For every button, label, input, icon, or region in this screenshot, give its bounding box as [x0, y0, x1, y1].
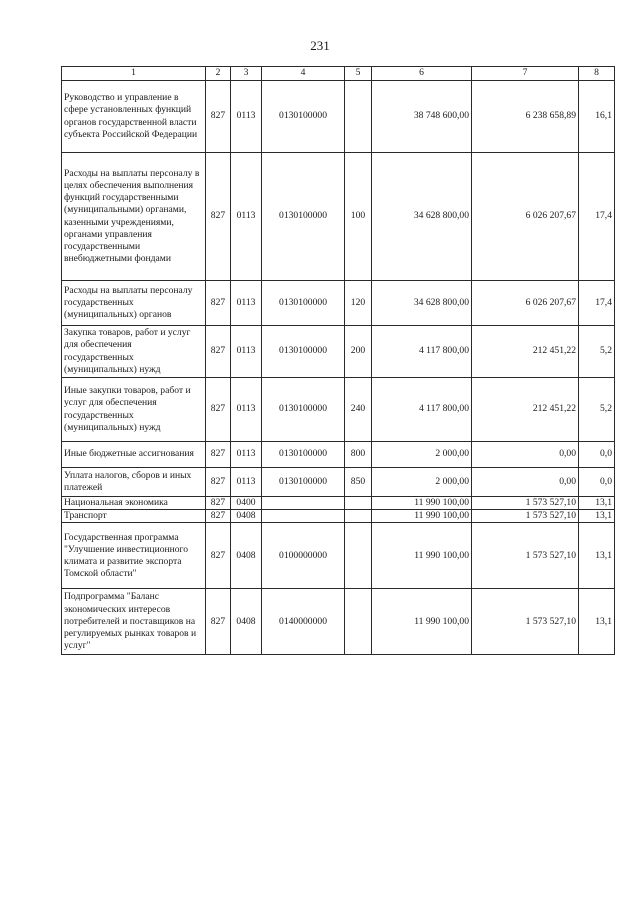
row-executed-amount: 0,00	[472, 442, 579, 468]
table-row	[62, 378, 615, 442]
row-executed-amount: 1 573 527,10	[472, 523, 579, 589]
row-percent: 17,4	[579, 281, 615, 326]
row-target-code: 0130100000	[262, 468, 345, 497]
row-name: Уплата налогов, сборов и иных платежей	[62, 468, 206, 497]
row-expense-type: 800	[345, 442, 372, 468]
row-percent: 5,2	[579, 326, 615, 378]
row-admin-code: 827	[206, 326, 231, 378]
row-executed-amount: 6 238 658,89	[472, 81, 579, 153]
column-header-1: 1	[62, 67, 206, 81]
row-expense-type	[345, 510, 372, 523]
row-target-code	[262, 510, 345, 523]
row-target-code: 0130100000	[262, 153, 345, 281]
column-header-5: 5	[345, 67, 372, 81]
row-executed-amount: 1 573 527,10	[472, 497, 579, 510]
row-section-code: 0400	[231, 497, 262, 510]
row-percent: 13,1	[579, 523, 615, 589]
row-admin-code: 827	[206, 589, 231, 655]
row-target-code: 0130100000	[262, 281, 345, 326]
table-row	[62, 468, 615, 497]
row-admin-code: 827	[206, 523, 231, 589]
row-name: Государственная программа "Улучшение инвестиционного климата и развитие экспорта Томской области"	[62, 523, 206, 589]
row-planned-amount: 11 990 100,00	[372, 589, 472, 655]
row-name: Национальная экономика	[62, 497, 206, 510]
row-expense-type: 850	[345, 468, 372, 497]
row-target-code: 0130100000	[262, 326, 345, 378]
row-admin-code: 827	[206, 153, 231, 281]
row-admin-code: 827	[206, 510, 231, 523]
column-header-8: 8	[579, 67, 615, 81]
row-name: Руководство и управление в сфере установленных функций органов государственной власти субъекта Российской Федерации	[62, 81, 206, 153]
row-expense-type: 200	[345, 326, 372, 378]
row-percent: 0,0	[579, 468, 615, 497]
row-percent: 0,0	[579, 442, 615, 468]
row-expense-type: 240	[345, 378, 372, 442]
row-planned-amount: 2 000,00	[372, 468, 472, 497]
row-planned-amount: 11 990 100,00	[372, 497, 472, 510]
column-header-4: 4	[262, 67, 345, 81]
table-row	[62, 589, 615, 655]
row-admin-code: 827	[206, 81, 231, 153]
row-executed-amount: 1 573 527,10	[472, 510, 579, 523]
row-target-code: 0130100000	[262, 81, 345, 153]
row-section-code: 0408	[231, 523, 262, 589]
row-percent: 13,1	[579, 497, 615, 510]
row-planned-amount: 4 117 800,00	[372, 326, 472, 378]
row-admin-code: 827	[206, 497, 231, 510]
row-section-code: 0113	[231, 153, 262, 281]
row-section-code: 0113	[231, 442, 262, 468]
row-target-code	[262, 497, 345, 510]
row-section-code: 0113	[231, 281, 262, 326]
row-planned-amount: 34 628 800,00	[372, 153, 472, 281]
row-planned-amount: 38 748 600,00	[372, 81, 472, 153]
row-section-code: 0113	[231, 468, 262, 497]
row-percent: 17,4	[579, 153, 615, 281]
row-name: Подпрограмма "Баланс экономических интересов потребителей и поставщиков на регулируемых рынках товаров и услуг"	[62, 589, 206, 655]
column-header-2: 2	[206, 67, 231, 81]
column-header-6: 6	[372, 67, 472, 81]
table-row	[62, 153, 615, 281]
row-target-code: 0100000000	[262, 523, 345, 589]
row-percent: 5,2	[579, 378, 615, 442]
budget-table	[61, 66, 615, 655]
row-name: Расходы на выплаты персоналу в целях обеспечения выполнения функций государственными (муниципальными) органами, казенными учреждениями, органами управления государственными внебюджетными фондами	[62, 153, 206, 281]
row-name: Расходы на выплаты персоналу государственных (муниципальных) органов	[62, 281, 206, 326]
row-name: Иные закупки товаров, работ и услуг для обеспечения государственных (муниципальных) нужд	[62, 378, 206, 442]
row-admin-code: 827	[206, 468, 231, 497]
page-number: 231	[310, 38, 330, 53]
column-header-7: 7	[472, 67, 579, 81]
row-admin-code: 827	[206, 281, 231, 326]
row-planned-amount: 11 990 100,00	[372, 523, 472, 589]
table-row	[62, 523, 615, 589]
row-executed-amount: 1 573 527,10	[472, 589, 579, 655]
row-executed-amount: 0,00	[472, 468, 579, 497]
row-section-code: 0408	[231, 589, 262, 655]
row-expense-type	[345, 497, 372, 510]
row-executed-amount: 6 026 207,67	[472, 153, 579, 281]
row-name: Закупка товаров, работ и услуг для обеспечения государственных (муниципальных) нужд	[62, 326, 206, 378]
row-expense-type: 120	[345, 281, 372, 326]
row-expense-type: 100	[345, 153, 372, 281]
table-row	[62, 326, 615, 378]
row-section-code: 0113	[231, 81, 262, 153]
row-planned-amount: 2 000,00	[372, 442, 472, 468]
header-row	[62, 67, 615, 81]
row-section-code: 0113	[231, 378, 262, 442]
row-section-code: 0408	[231, 510, 262, 523]
column-header-3: 3	[231, 67, 262, 81]
row-expense-type	[345, 523, 372, 589]
row-target-code: 0140000000	[262, 589, 345, 655]
table-row	[62, 442, 615, 468]
row-planned-amount: 34 628 800,00	[372, 281, 472, 326]
row-admin-code: 827	[206, 378, 231, 442]
row-executed-amount: 212 451,22	[472, 378, 579, 442]
table-row	[62, 497, 615, 510]
row-percent: 13,1	[579, 510, 615, 523]
row-executed-amount: 6 026 207,67	[472, 281, 579, 326]
row-expense-type	[345, 81, 372, 153]
table-row	[62, 81, 615, 153]
row-percent: 16,1	[579, 81, 615, 153]
row-percent: 13,1	[579, 589, 615, 655]
row-planned-amount: 11 990 100,00	[372, 510, 472, 523]
row-name: Транспорт	[62, 510, 206, 523]
row-admin-code: 827	[206, 442, 231, 468]
row-executed-amount: 212 451,22	[472, 326, 579, 378]
row-expense-type	[345, 589, 372, 655]
row-target-code: 0130100000	[262, 378, 345, 442]
table-row	[62, 510, 615, 523]
row-target-code: 0130100000	[262, 442, 345, 468]
row-section-code: 0113	[231, 326, 262, 378]
row-name: Иные бюджетные ассигнования	[62, 442, 206, 468]
row-planned-amount: 4 117 800,00	[372, 378, 472, 442]
table-row	[62, 281, 615, 326]
